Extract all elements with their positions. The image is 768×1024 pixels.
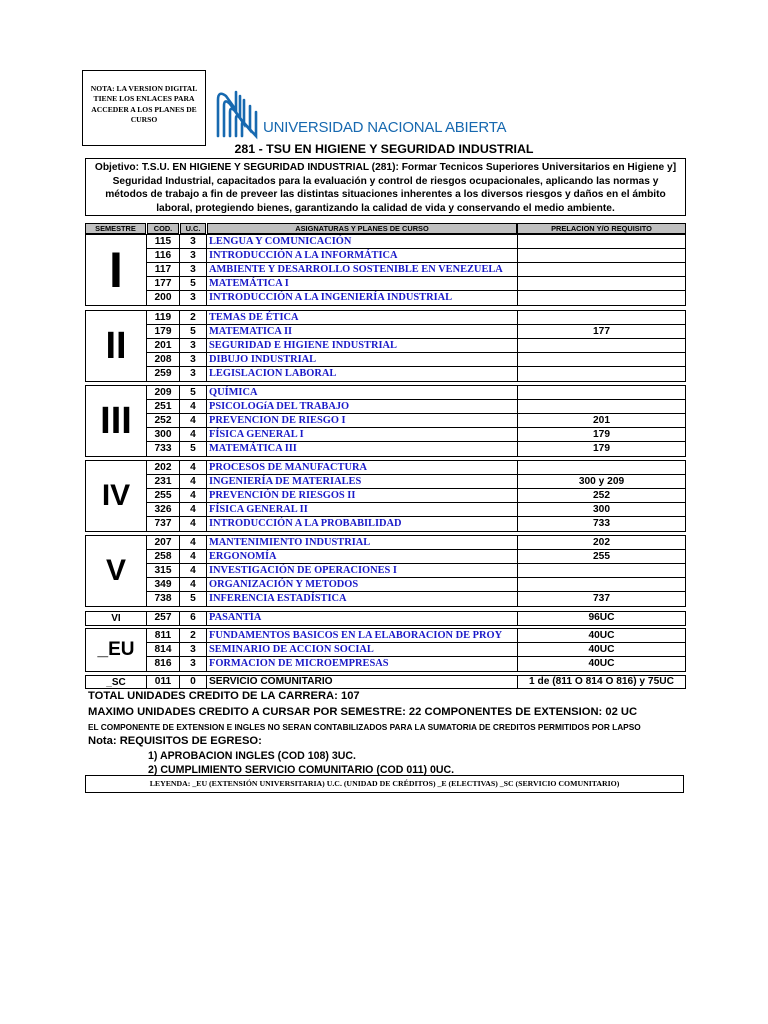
- header-uc: U.C.: [180, 223, 206, 234]
- table-row: [147, 414, 685, 428]
- table-row: [147, 550, 685, 564]
- table-row: [147, 367, 685, 381]
- course-credits: 4: [180, 400, 207, 413]
- course-code: 255: [147, 489, 180, 502]
- una-logo-icon: [214, 86, 262, 142]
- course-rows: [147, 536, 685, 606]
- course-prerequisite: 737: [593, 593, 610, 604]
- table-row: [147, 291, 685, 305]
- course-link[interactable]: INFERENCIA ESTADÍSTICA: [207, 592, 518, 606]
- digital-version-note: [82, 70, 206, 146]
- header-prelacion: PRELACION Y/O REQUISITO: [517, 223, 686, 234]
- course-rows: [147, 461, 685, 531]
- table-row: [147, 277, 685, 291]
- course-link[interactable]: LEGISLACION LABORAL: [207, 367, 518, 381]
- course-link[interactable]: SEGURIDAD E HIGIENE INDUSTRIAL: [207, 339, 518, 352]
- course-credits: 4: [180, 414, 207, 427]
- table-row: [147, 676, 685, 688]
- table-row: [147, 475, 685, 489]
- course-credits: 3: [180, 249, 207, 262]
- course-credits: 4: [180, 428, 207, 441]
- course-code: 208: [147, 353, 180, 366]
- course-code: 207: [147, 536, 180, 549]
- course-credits: 3: [180, 235, 207, 248]
- header-semestre: SEMESTRE: [85, 223, 146, 234]
- course-code: 011: [147, 676, 180, 688]
- note-line: TIENE LOS ENLACES PARA: [93, 94, 195, 104]
- course-credits: 5: [180, 442, 207, 456]
- course-credits: 3: [180, 291, 207, 305]
- course-code: 202: [147, 461, 180, 474]
- course-link[interactable]: PROCESOS DE MANUFACTURA: [207, 461, 518, 474]
- semester-block: [85, 535, 686, 607]
- table-row: [147, 428, 685, 442]
- table-row: [147, 517, 685, 531]
- course-rows: [147, 235, 685, 305]
- course-credits: 3: [180, 643, 207, 656]
- requirement-item: 2) CUMPLIMIENTO SERVICIO COMUNITARIO (COD 011) 0UC.: [148, 764, 455, 776]
- table-row: [147, 325, 685, 339]
- course-credits: 3: [180, 657, 207, 671]
- semester-block: [85, 234, 686, 306]
- course-code: 814: [147, 643, 180, 656]
- course-link[interactable]: PSICOLOGíA DEL TRABAJO: [207, 400, 518, 413]
- course-prerequisite: 255: [593, 551, 610, 562]
- course-prerequisite: 40UC: [588, 630, 615, 641]
- course-code: 349: [147, 578, 180, 591]
- legend: LEYENDA: _EU (EXTENSIÓN UNIVERSITARIA) U.C. (UNIDAD DE CRÉDITOS) _E (ELECTIVAS) _SC (SERVICIO COMUNITARIO): [85, 775, 684, 793]
- table-row: [147, 564, 685, 578]
- course-code: 115: [147, 235, 180, 248]
- course-credits: 3: [180, 263, 207, 276]
- course-prerequisite: 177: [593, 326, 610, 337]
- course-rows: [147, 386, 685, 456]
- course-rows: [147, 676, 685, 688]
- course-code: 209: [147, 386, 180, 399]
- semester-label: III: [86, 386, 147, 456]
- table-row: [147, 311, 685, 325]
- course-prerequisite: [518, 578, 685, 591]
- course-prerequisite: 1 de (811 O 814 O 816) y 75UC: [529, 676, 674, 687]
- table-row: [147, 503, 685, 517]
- course-code: 200: [147, 291, 180, 305]
- course-prerequisite: [518, 235, 685, 248]
- course-credits: 5: [180, 386, 207, 399]
- course-code: 179: [147, 325, 180, 338]
- course-rows: [147, 311, 685, 381]
- course-credits: 4: [180, 550, 207, 563]
- table-row: [147, 339, 685, 353]
- course-credits: 4: [180, 536, 207, 549]
- course-prerequisite: 40UC: [588, 658, 615, 669]
- semester-label: _SC: [86, 676, 147, 688]
- table-row: [147, 263, 685, 277]
- course-link[interactable]: ORGANIZACIÓN Y METODOS: [207, 578, 518, 591]
- course-credits: 5: [180, 277, 207, 290]
- course-code: 257: [147, 612, 180, 625]
- course-code: 737: [147, 517, 180, 531]
- course-credits: 4: [180, 475, 207, 488]
- course-link[interactable]: FORMACION DE MICROEMPRESAS: [207, 657, 518, 671]
- course-prerequisite: 300 y 209: [578, 476, 625, 487]
- course-link[interactable]: PREVENCIÓN DE RIESGOS II: [207, 489, 518, 502]
- course-code: 251: [147, 400, 180, 413]
- course-code: 326: [147, 503, 180, 516]
- course-prerequisite: [518, 249, 685, 262]
- extension-note: EL COMPONENTE DE EXTENSION E INGLES NO SERAN CONTABILIZADOS PARA LA SUMATORIA DE CREDITOS PERMITIDOS POR LAPSO: [88, 722, 641, 732]
- course-link[interactable]: TEMAS DE ÉTICA: [207, 311, 518, 324]
- course-credits: 4: [180, 564, 207, 577]
- course-prerequisite: 179: [593, 429, 610, 440]
- semester-label: I: [86, 235, 147, 305]
- course-link[interactable]: INTRODUCCIÓN A LA INFORMÁTICA: [207, 249, 518, 262]
- university-logo: [214, 86, 534, 142]
- table-row: [147, 629, 685, 643]
- course-link[interactable]: MATEMATICA II: [207, 325, 518, 338]
- table-header: [85, 223, 686, 234]
- course-code: 259: [147, 367, 180, 381]
- course-prerequisite: [518, 461, 685, 474]
- course-credits: 4: [180, 489, 207, 502]
- course-link[interactable]: PREVENCION DE RIESGO I: [207, 414, 518, 427]
- course-credits: 5: [180, 592, 207, 606]
- course-credits: 5: [180, 325, 207, 338]
- course-prerequisite: [518, 291, 685, 305]
- course-code: 258: [147, 550, 180, 563]
- course-code: 252: [147, 414, 180, 427]
- semester-label: V: [86, 536, 147, 606]
- table-row: [147, 578, 685, 592]
- course-credits: 2: [180, 311, 207, 324]
- table-row: [147, 400, 685, 414]
- course-code: 315: [147, 564, 180, 577]
- course-credits: 3: [180, 353, 207, 366]
- course-code: 231: [147, 475, 180, 488]
- semester-block: [85, 675, 686, 689]
- course-prerequisite: [518, 367, 685, 381]
- course-link[interactable]: SEMINARIO DE ACCION SOCIAL: [207, 643, 518, 656]
- semester-block: [85, 611, 686, 626]
- table-row: [147, 249, 685, 263]
- course-code: 116: [147, 249, 180, 262]
- course-link[interactable]: INVESTIGACIÓN DE OPERACIONES I: [207, 564, 518, 577]
- course-credits: 2: [180, 629, 207, 642]
- course-link[interactable]: INGENIERÍA DE MATERIALES: [207, 475, 518, 488]
- course-prerequisite: [518, 263, 685, 276]
- semester-block: [85, 628, 686, 672]
- course-prerequisite: [518, 386, 685, 399]
- course-prerequisite: 300: [593, 504, 610, 515]
- course-link[interactable]: MATEMÁTICA III: [207, 442, 518, 456]
- course-link[interactable]: QUÍMICA: [207, 386, 518, 399]
- table-row: [147, 657, 685, 671]
- course-link[interactable]: LENGUA Y COMUNICACIÓN: [207, 235, 518, 248]
- course-code: 177: [147, 277, 180, 290]
- semester-block: [85, 460, 686, 532]
- header-cod: COD.: [147, 223, 179, 234]
- course-code: 201: [147, 339, 180, 352]
- course-link[interactable]: AMBIENTE Y DESARROLLO SOSTENIBLE EN VENEZUELA: [207, 263, 518, 276]
- course-prerequisite: [518, 400, 685, 413]
- course-prerequisite: 179: [593, 443, 610, 454]
- career-objective: Objetivo: T.S.U. EN HIGIENE Y SEGURIDAD INDUSTRIAL (281): Formar Tecnicos Superiores Universitarios en Higiene y] Seguridad Industrial, capacitados para la evaluación y control de riesgos ocupacionales, aplicando las normas y métodos de trabajo a fin de preveer las distintas situaciones inherentes a los diversos riesgos y daños en el ámbito laboral, protegiendo bienes, garantizando la calidad de vida y conservando el medio ambiente.: [85, 158, 686, 216]
- course-rows: [147, 629, 685, 671]
- max-credits: MAXIMO UNIDADES CREDITO A CURSAR POR SEMESTRE: 22 COMPONENTES DE EXTENSION: 02 UC: [88, 706, 638, 718]
- course-rows: [147, 612, 685, 625]
- course-code: 300: [147, 428, 180, 441]
- note-line: NOTA: LA VERSION DIGITAL: [90, 84, 198, 93]
- course-credits: 6: [180, 612, 207, 625]
- table-row: [147, 592, 685, 606]
- course-link[interactable]: MANTENIMIENTO INDUSTRIAL: [207, 536, 518, 549]
- table-row: [147, 235, 685, 249]
- course-credits: 3: [180, 339, 207, 352]
- semester-label: II: [86, 311, 147, 381]
- note-line: ACCEDER A LOS PLANES DE: [91, 104, 197, 114]
- course-link[interactable]: DIBUJO INDUSTRIAL: [207, 353, 518, 366]
- course-credits: 4: [180, 517, 207, 531]
- course-link[interactable]: INTRODUCCIÓN A LA INGENIERÍA INDUSTRIAL: [207, 291, 518, 305]
- graduation-requirements-title: Nota: REQUISITOS DE EGRESO:: [88, 735, 262, 747]
- header-asignaturas: ASIGNATURAS Y PLANES DE CURSO: [207, 223, 517, 234]
- university-name: UNIVERSIDAD NACIONAL ABIERTA: [263, 119, 507, 136]
- course-code: 738: [147, 592, 180, 606]
- semester-label: IV: [86, 461, 147, 531]
- course-code: 117: [147, 263, 180, 276]
- course-credits: 3: [180, 367, 207, 381]
- course-prerequisite: [518, 353, 685, 366]
- table-row: [147, 489, 685, 503]
- course-prerequisite: 96UC: [588, 612, 615, 623]
- course-code: 811: [147, 629, 180, 642]
- requirement-item: 1) APROBACION INGLES (COD 108) 3UC.: [148, 750, 356, 762]
- course-link[interactable]: ERGONOMÍA: [207, 550, 518, 563]
- table-row: [147, 386, 685, 400]
- course-code: 816: [147, 657, 180, 671]
- course-prerequisite: 201: [593, 415, 610, 426]
- course-code: 733: [147, 442, 180, 456]
- table-row: [147, 353, 685, 367]
- table-row: [147, 536, 685, 550]
- semester-label: _EU: [86, 629, 147, 671]
- course-credits: 4: [180, 503, 207, 516]
- semester-block: [85, 385, 686, 457]
- course-prerequisite: 733: [593, 518, 610, 529]
- course-code: 119: [147, 311, 180, 324]
- page-title: 281 - TSU EN HIGIENE Y SEGURIDAD INDUSTRIAL: [234, 142, 534, 156]
- course-link[interactable]: FUNDAMENTOS BASICOS EN LA ELABORACION DE PROY: [207, 629, 518, 642]
- course-link[interactable]: FÍSICA GENERAL I: [207, 428, 518, 441]
- table-row: [147, 461, 685, 475]
- course-prerequisite: [518, 564, 685, 577]
- course-prerequisite: [518, 277, 685, 290]
- course-prerequisite: [518, 339, 685, 352]
- course-prerequisite: [518, 311, 685, 324]
- table-row: [147, 612, 685, 625]
- course-link[interactable]: PASANTÍA: [207, 612, 518, 625]
- note-line: CURSO: [130, 115, 158, 125]
- table-row: [147, 442, 685, 456]
- course-credits: 4: [180, 578, 207, 591]
- semester-label: VI: [86, 612, 147, 625]
- course-link[interactable]: FÍSICA GENERAL II: [207, 503, 518, 516]
- course-link[interactable]: INTRODUCCIÓN A LA PROBABILIDAD: [207, 517, 518, 531]
- table-row: [147, 643, 685, 657]
- course-link[interactable]: MATEMÁTICA I: [207, 277, 518, 290]
- course-prerequisite: 40UC: [588, 644, 615, 655]
- course-link: SERVICIO COMUNITARIO: [207, 676, 518, 688]
- semester-block: [85, 310, 686, 382]
- course-prerequisite: 202: [593, 537, 610, 548]
- course-credits: 4: [180, 461, 207, 474]
- course-credits: 0: [180, 676, 207, 688]
- total-credits: TOTAL UNIDADES CREDITO DE LA CARRERA: 107: [88, 690, 360, 702]
- course-prerequisite: 252: [593, 490, 610, 501]
